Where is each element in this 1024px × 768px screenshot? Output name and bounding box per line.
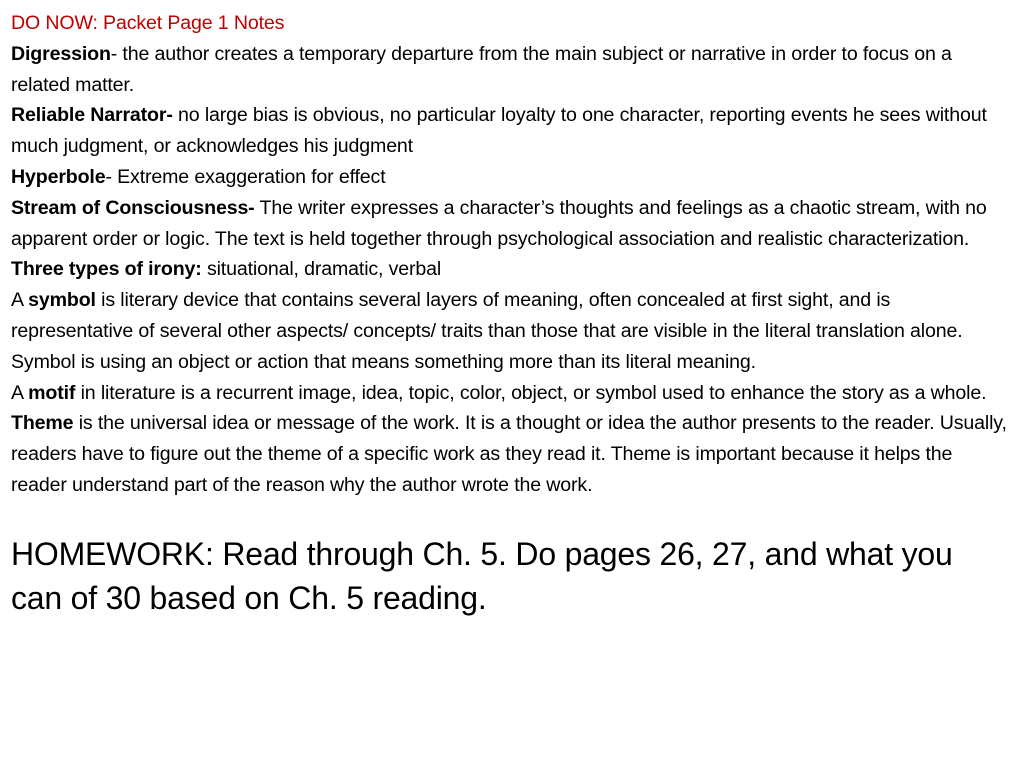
definition-symbol-prefix: A (11, 289, 29, 312)
term-motif: motif (28, 381, 76, 404)
term-digression: Digression (11, 42, 111, 65)
definition-reliable-narrator (11, 100, 1010, 162)
definition-stream-of-consciousness (11, 193, 1010, 255)
definition-theme (11, 408, 1010, 500)
definition-hyperbole-text: - Extreme exaggeration for effect (105, 165, 386, 188)
notes-section (11, 8, 1010, 501)
term-stream-of-consciousness: Stream of Consciousness- (11, 196, 255, 219)
definition-symbol-text: is literary device that contains several layers of meaning, often concealed at first sight, and is representative of several other aspects/ concepts/ traits than those that are visible in the literal translation alone. Symbol is using an object or action that means something more than its literal meaning. (11, 289, 963, 373)
term-symbol: symbol (28, 289, 96, 312)
definition-irony-text: situational, dramatic, verbal (201, 258, 442, 281)
term-hyperbole: Hyperbole (11, 165, 106, 188)
definition-reliable-narrator-text: no large bias is obvious, no particular loyalty to one character, reporting events he sees without much judgment, or acknowledges his judgment (11, 104, 987, 158)
definition-digression-text: - the author creates a temporary departure from the main subject or narrative in order to focus on a related matter. (11, 42, 952, 96)
definition-motif-text: in literature is a recurrent image, idea, topic, color, object, or symbol used to enhance the story as a whole. (75, 381, 987, 404)
definition-symbol (11, 285, 1010, 377)
definition-theme-text: is the universal idea or message of the work. It is a thought or idea the author presents to the reader. Usually, readers have to figure out the theme of a specific work as they read it. Theme is important because it helps the reader understand part of the reason why the author wrote the work. (11, 412, 1007, 496)
definition-motif-prefix: A (11, 381, 29, 404)
do-now-heading: DO NOW: Packet Page 1 Notes (11, 12, 285, 34)
definition-irony (11, 254, 1010, 285)
term-irony: Three types of irony: (11, 258, 202, 281)
definition-stream-of-consciousness-text: The writer expresses a character’s thoughts and feelings as a chaotic stream, with no apparent order or logic. The text is held together through psychological association and realistic characterization. (11, 196, 987, 250)
definition-digression (11, 39, 1010, 101)
definition-hyperbole (11, 162, 1010, 193)
term-reliable-narrator: Reliable Narrator- (11, 104, 173, 127)
term-theme: Theme (11, 412, 74, 435)
definition-motif (11, 378, 1010, 409)
homework-text: HOMEWORK: Read through Ch. 5. Do pages 26, 27, and what you can of 30 based on Ch. 5 reading. (11, 535, 953, 616)
